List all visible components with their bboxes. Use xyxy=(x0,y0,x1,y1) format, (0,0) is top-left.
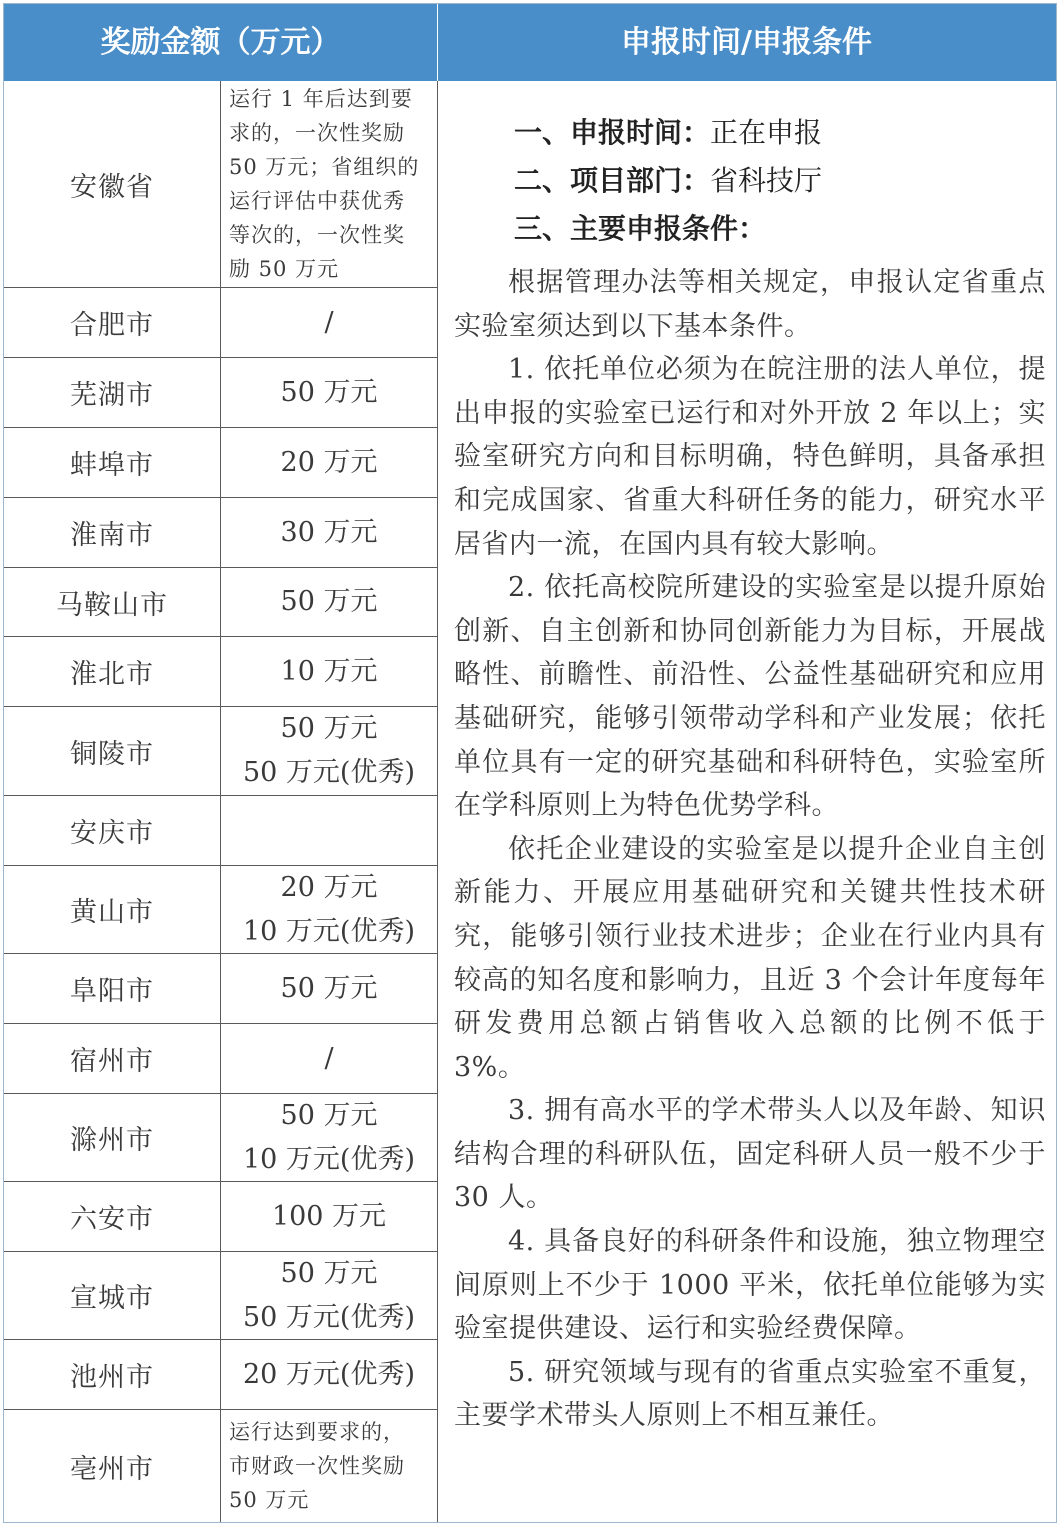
amount-line: 50 万元(优秀) xyxy=(242,757,415,788)
amount-cell xyxy=(221,1340,437,1409)
amount-line: 励 50 万元 xyxy=(229,257,340,281)
info-item-time xyxy=(514,111,822,151)
city-cell: 安庆市 xyxy=(70,818,154,849)
table-row xyxy=(4,795,437,865)
city-cell: 蚌埠市 xyxy=(70,450,154,481)
amount-line: / xyxy=(324,306,334,338)
city-cell: 淮南市 xyxy=(70,520,154,551)
table-row xyxy=(4,953,437,1023)
paragraph: 1. 依托单位必须为在皖注册的法人单位，提出申报的实验室已运行和对外开放 2 年以上；实验室研究方向和目标明确，特色鲜明，具备承担和完成国家、省重大科研任务的能力，研究水平居省内一流，在国内具有较大影响。 xyxy=(454,354,1046,560)
amount-line: 市财政一次性奖励 xyxy=(229,1454,405,1478)
paragraph: 2. 依托高校院所建设的实验室是以提升原始创新、自主创新和协同创新能力为目标，开展战略性、前瞻性、前沿性、公益性基础研究和应用基础研究，能够引领带动学科和产业发展；依托单位具有一定的研究基础和科研特色，实验室所在学科原则上为特色优势学科。 xyxy=(454,572,1046,822)
amount-line: 30 万元 xyxy=(280,516,378,548)
amount-cell xyxy=(221,568,437,636)
table-row xyxy=(4,357,437,427)
table-row xyxy=(4,865,437,953)
paragraph: 依托企业建设的实验室是以提升企业自主创新能力、开展应用基础研究和关键共性技术研究，能够引领行业技术进步；企业在行业内具有较高的知名度和影响力，且近 3 个会计年度每年研发费用总额占销售收入总额的比例不低于 3%。 xyxy=(454,833,1046,1083)
table-row xyxy=(4,1181,437,1251)
city-cell: 宣城市 xyxy=(70,1283,154,1314)
amount-line: 50 万元 xyxy=(280,972,378,1004)
city-cell: 亳州市 xyxy=(70,1453,154,1485)
amount-line: / xyxy=(324,1042,334,1074)
table-row xyxy=(4,81,437,287)
amount-cell xyxy=(221,1024,437,1093)
paragraph: 3. 拥有高水平的学术带头人以及年龄、知识结构合理的科研队伍，固定科研人员一般不少于 30 人。 xyxy=(454,1095,1046,1214)
amount-line: 20 万元 xyxy=(280,871,378,903)
city-cell: 淮北市 xyxy=(70,659,154,690)
amount-line: 50 万元(优秀) xyxy=(242,1301,415,1333)
amount-line: 50 万元 xyxy=(280,1099,378,1131)
amount-line: 求的，一次性奖励 xyxy=(229,121,405,145)
amount-line: 运行评估中获优秀 xyxy=(229,189,405,213)
city-cell: 芜湖市 xyxy=(70,380,154,411)
table-row xyxy=(4,427,437,497)
paragraph: 根据管理办法等相关规定，申报认定省重点实验室须达到以下基本条件。 xyxy=(454,267,1046,342)
amount-cell xyxy=(221,1182,437,1251)
amount-cell xyxy=(221,1094,437,1181)
city-cell: 铜陵市 xyxy=(70,738,154,770)
amount-line: 10 万元 xyxy=(280,655,378,687)
table-row xyxy=(4,497,437,567)
amount-line: 10 万元(优秀) xyxy=(242,915,415,947)
city-cell: 合肥市 xyxy=(70,310,154,341)
amount-cell xyxy=(221,1410,437,1522)
info-item-conditions-label: 三、主要申报条件： xyxy=(514,212,767,245)
table-row xyxy=(4,1339,437,1409)
amount-line: 50 万元 xyxy=(280,376,378,408)
city-cell: 黄山市 xyxy=(70,897,154,928)
amount-cell xyxy=(221,866,437,953)
info-item-department-label: 二、项目部门： xyxy=(514,164,711,197)
table-row xyxy=(4,1409,437,1522)
table-row xyxy=(4,287,437,357)
header-reward-amount: 奖励金额（万元） xyxy=(100,25,341,60)
table-row xyxy=(4,1251,437,1339)
policy-table xyxy=(3,3,1057,1523)
city-cell: 池州市 xyxy=(70,1362,154,1393)
amount-line: 运行 1 年后达到要 xyxy=(229,87,413,111)
conditions-body xyxy=(454,261,1046,1438)
amount-line: 50 万元 xyxy=(280,586,378,617)
header-application-info: 申报时间/申报条件 xyxy=(621,25,872,60)
info-item-department-value: 省科技厅 xyxy=(710,164,823,197)
info-item-time-label: 一、申报时间： xyxy=(514,116,711,149)
amount-cell xyxy=(221,288,437,357)
amount-cell xyxy=(221,81,437,287)
amount-cell xyxy=(221,358,437,427)
amount-cell xyxy=(221,954,437,1023)
amount-line: 50 万元 xyxy=(229,1488,310,1512)
amount-line: 10 万元(优秀) xyxy=(242,1143,415,1175)
info-item-department xyxy=(514,159,822,199)
table-row xyxy=(4,706,437,795)
amount-line: 等次的，一次性奖 xyxy=(229,223,405,247)
city-cell: 滁州市 xyxy=(70,1125,154,1156)
table-header xyxy=(4,4,1056,81)
table-row xyxy=(4,1093,437,1181)
application-conditions xyxy=(438,81,1056,1522)
amount-line: 20 万元(优秀) xyxy=(242,1358,415,1390)
paragraph: 5. 研究领域与现有的省重点实验室不重复，主要学术带头人原则上不相互兼任。 xyxy=(454,1356,1046,1432)
amount-line: 50 万元 xyxy=(280,713,378,744)
amount-cell xyxy=(221,498,437,567)
amount-cell xyxy=(221,428,437,497)
info-item-time-value: 正在申报 xyxy=(710,116,823,149)
city-cell: 安徽省 xyxy=(70,171,154,203)
table-row xyxy=(4,1023,437,1093)
city-cell: 六安市 xyxy=(70,1204,154,1235)
city-cell: 阜阳市 xyxy=(70,976,154,1007)
amount-line: 50 万元 xyxy=(280,1257,378,1289)
amount-cell xyxy=(221,796,437,865)
paragraph: 4. 具备良好的科研条件和设施，独立物理空间原则上不少于 1000 平米，依托单位能够为实验室提供建设、运行和实验经费保障。 xyxy=(454,1226,1046,1345)
city-cell: 宿州市 xyxy=(70,1046,154,1077)
amount-line: 20 万元 xyxy=(280,446,378,478)
table-row xyxy=(4,567,437,636)
amount-cell xyxy=(221,1252,437,1339)
city-cell: 马鞍山市 xyxy=(56,589,168,621)
info-item-conditions xyxy=(514,207,766,247)
amount-line: 运行达到要求的， xyxy=(229,1420,405,1444)
table-row xyxy=(4,636,437,706)
amount-cell xyxy=(221,707,437,795)
amount-line: 50 万元；省组织的 xyxy=(229,155,420,179)
amount-line: 100 万元 xyxy=(271,1200,387,1232)
amount-cell xyxy=(221,637,437,706)
